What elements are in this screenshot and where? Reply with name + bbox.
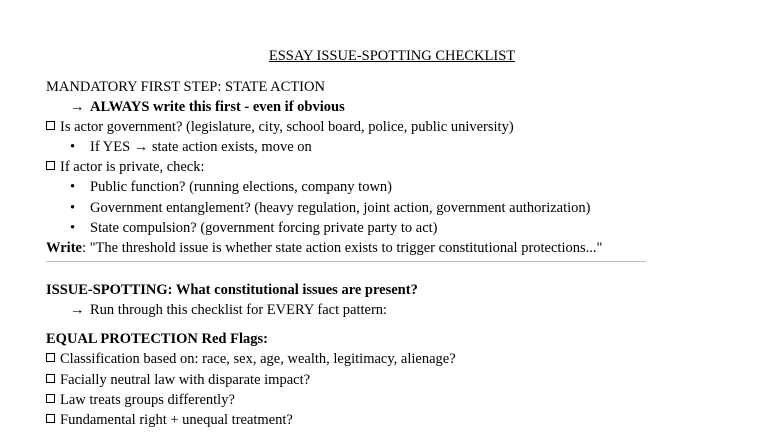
checkbox-icon <box>46 414 55 423</box>
issue-spotting-note <box>70 301 387 319</box>
write-label: Write <box>46 240 82 256</box>
issue-spotting-note-text: Run through this checklist for EVERY fact pattern: <box>90 302 388 318</box>
checklist-item-text: If actor is private, check: <box>60 159 205 175</box>
checklist-item-text: Fundamental right + unequal treatment? <box>60 412 293 428</box>
checklist-item-actor-government <box>46 118 514 136</box>
bullet-text: Public function? (running elections, company town) <box>90 179 393 195</box>
checklist-item <box>46 411 293 429</box>
bullet-text: If YES → state action exists, move on <box>90 139 312 155</box>
checklist-item-text: Classification based on: race, sex, age, wealth, legitimacy, alienage? <box>60 351 456 367</box>
checklist-item-text: Is actor government? (legislature, city, school board, police, public university) <box>60 119 514 135</box>
checklist-item-actor-private <box>46 158 205 176</box>
bullet-icon: • <box>70 179 76 195</box>
checkbox-icon <box>46 121 55 130</box>
checkbox-icon <box>46 353 55 362</box>
bullet-text: Government entanglement? (heavy regulation, joint action, government authorization) <box>90 200 591 216</box>
document-title: ESSAY ISSUE-SPOTTING CHECKLIST <box>268 48 516 64</box>
checklist-item <box>46 371 310 389</box>
state-action-heading: MANDATORY FIRST STEP: STATE ACTION <box>46 79 325 95</box>
checklist-item-text: Facially neutral law with disparate impact? <box>60 372 311 388</box>
checklist-item <box>46 391 235 409</box>
checklist-item-text: Law treats groups differently? <box>60 392 235 408</box>
issue-spotting-heading: ISSUE-SPOTTING: What constitutional issues are present? <box>46 282 418 298</box>
arrow-icon: → <box>70 302 85 318</box>
bullet-icon: • <box>70 139 76 155</box>
section-divider <box>46 261 646 262</box>
bullet-item <box>70 138 312 156</box>
checklist-item <box>46 350 456 368</box>
arrow-icon: → <box>70 99 85 115</box>
equal-protection-heading: EQUAL PROTECTION Red Flags: <box>46 331 268 347</box>
state-action-note-text: ALWAYS write this first - even if obvious <box>90 99 345 115</box>
write-instruction <box>46 239 602 257</box>
bullet-icon: • <box>70 200 76 216</box>
checkbox-icon <box>46 394 55 403</box>
state-action-note <box>70 98 345 116</box>
checkbox-icon <box>46 374 55 383</box>
bullet-icon: • <box>70 220 76 236</box>
bullet-text: State compulsion? (government forcing private party to act) <box>90 220 438 236</box>
bullet-item <box>70 199 590 217</box>
write-text: : "The threshold issue is whether state action exists to trigger constitutional protections..." <box>81 240 603 256</box>
bullet-item <box>70 178 392 196</box>
bullet-item <box>70 219 437 237</box>
checkbox-icon <box>46 161 55 170</box>
